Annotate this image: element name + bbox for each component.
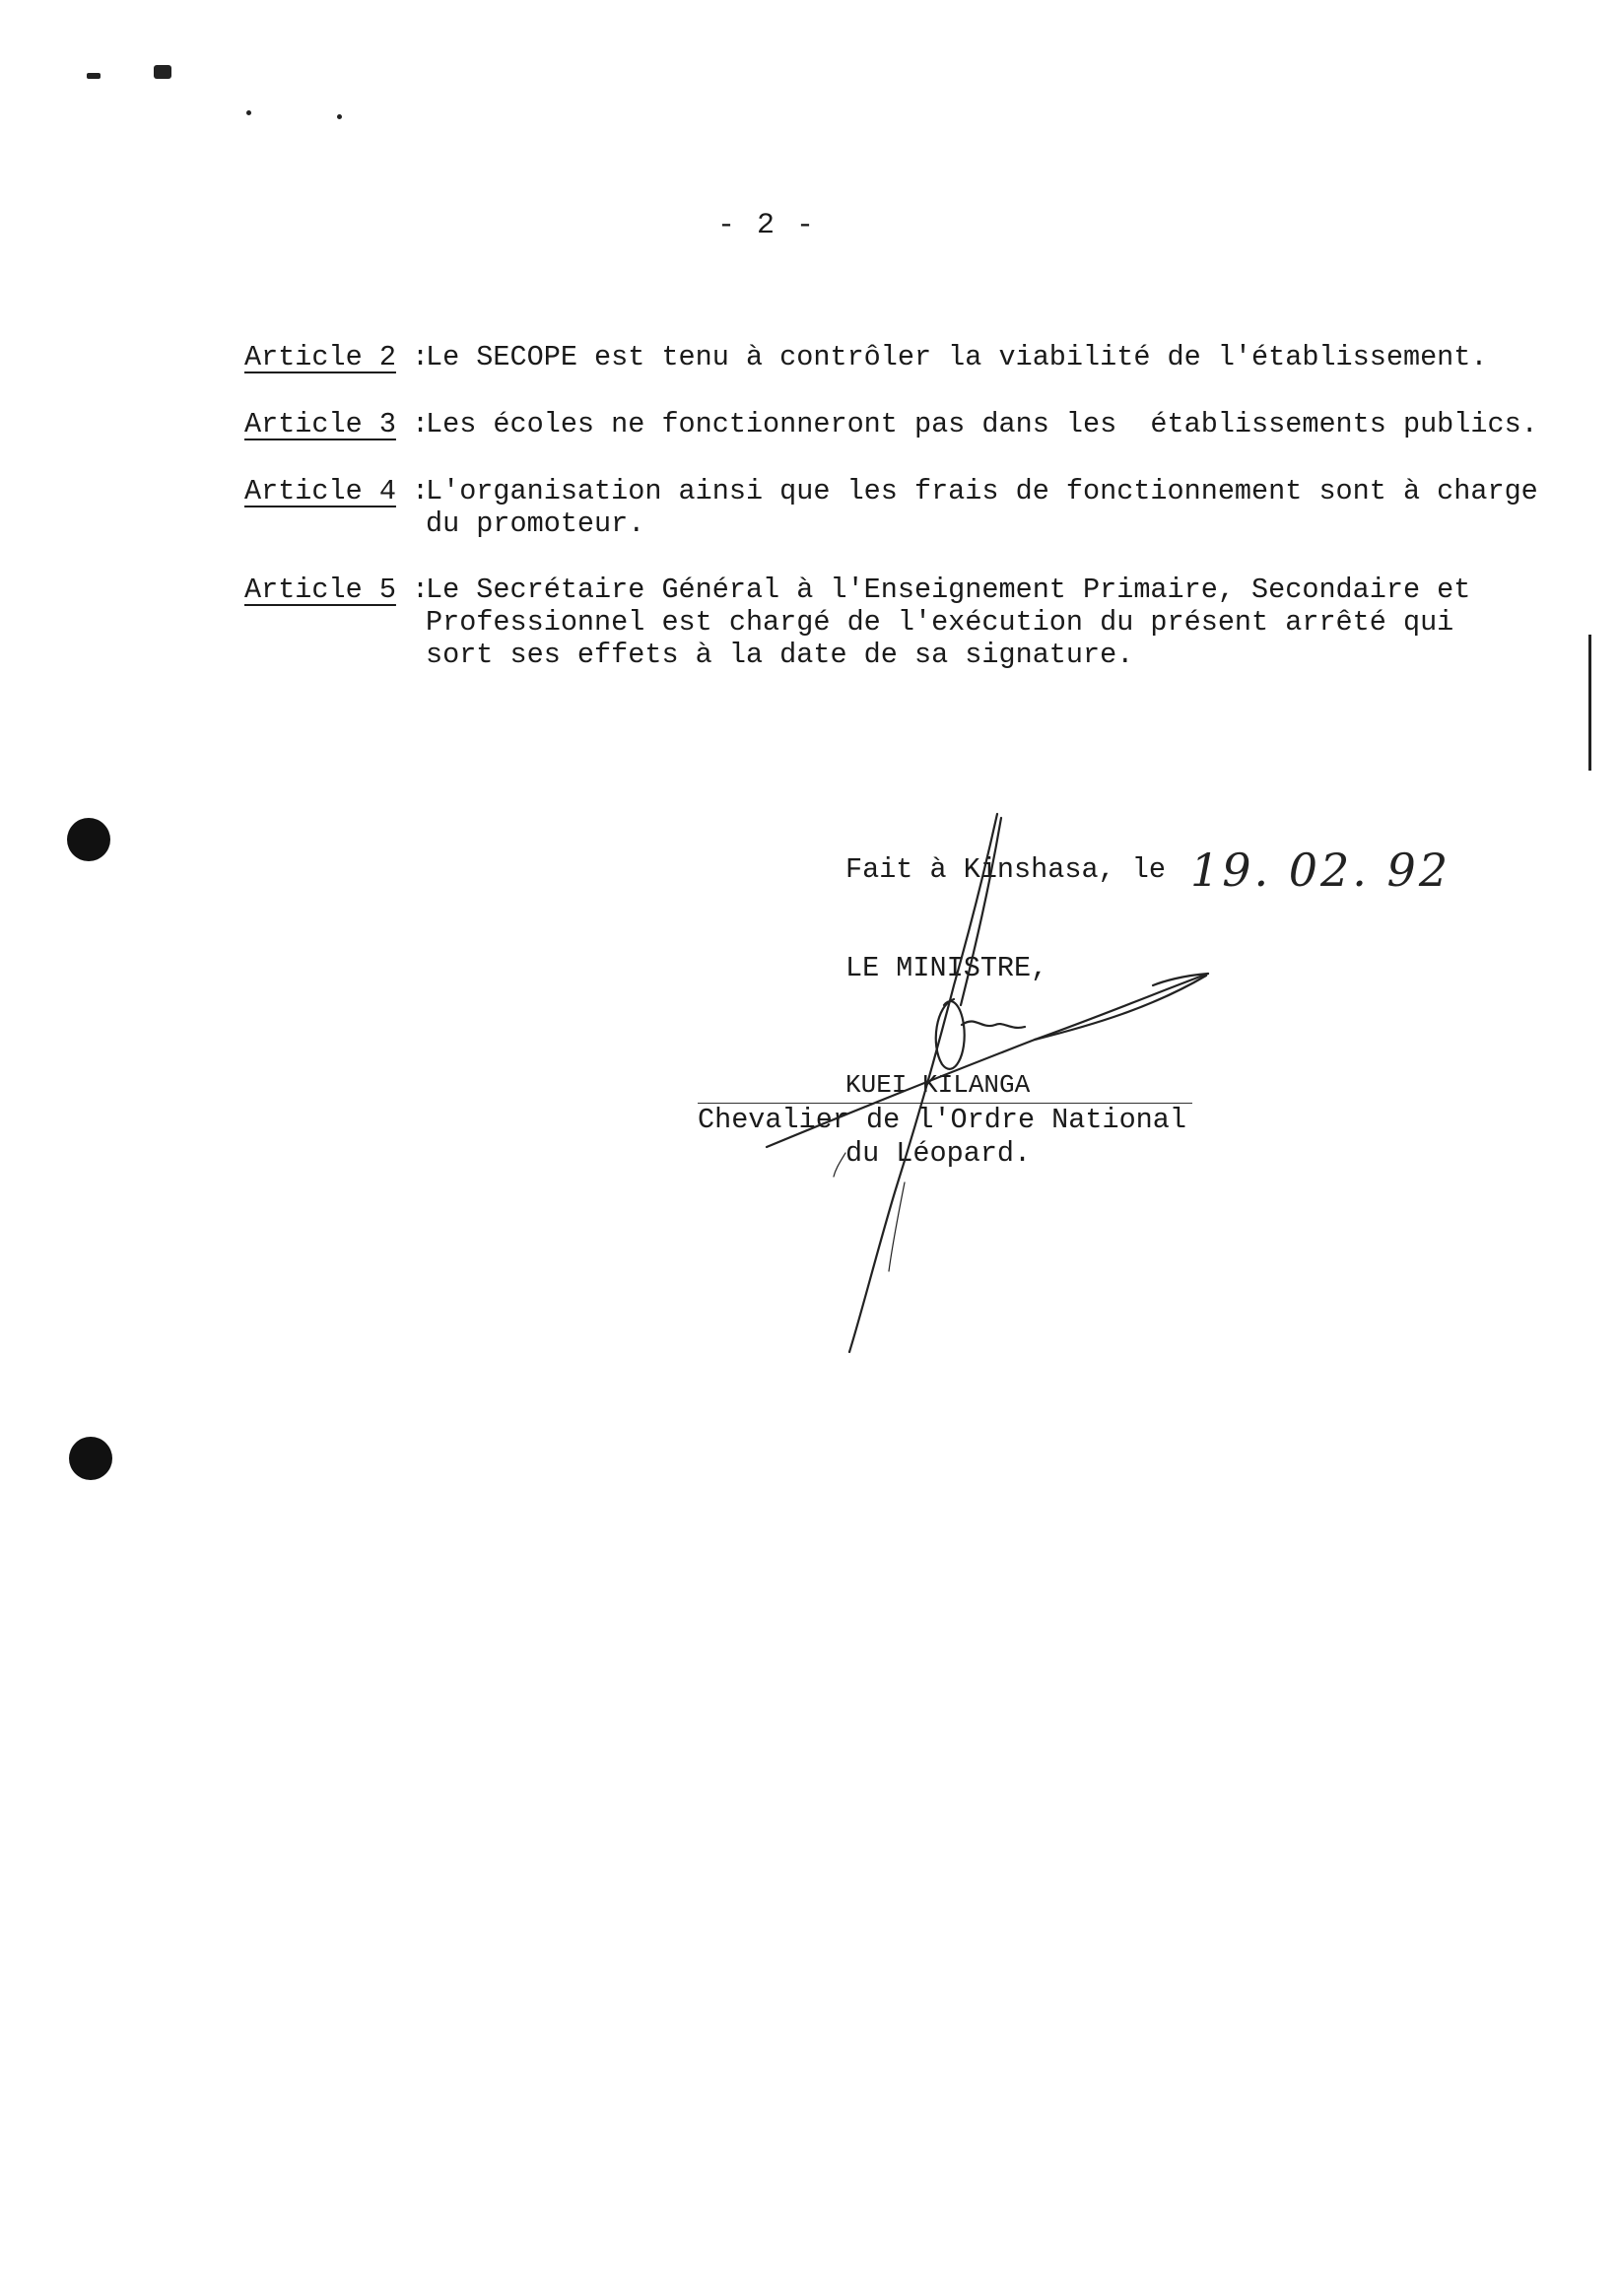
signatory-title-continued: du Léopard. [845, 1137, 1032, 1170]
place-line: Fait à Kinshasa, le [845, 853, 1166, 886]
signatory-name: KUEI KILANGA [845, 1070, 1031, 1100]
article-colon: : [412, 574, 430, 606]
article-text: Le SECOPE est tenu à contrôler la viabilité de l'établissement. [426, 341, 1488, 373]
article-label: Article 2 [244, 341, 396, 373]
handwritten-date: 19. 02. 92 [1190, 844, 1451, 897]
article-label: Article 4 [244, 475, 396, 507]
page-number: - 2 - [717, 209, 817, 242]
article-colon: : [412, 475, 430, 507]
article-text: Le Secrétaire Général à l'Enseignement Primaire, Secondaire et Professionnel est chargé de l'exécution du présent arrêté qui sort ses effets à la date de sa signature. [426, 574, 1471, 671]
signatory-title: Chevalier de l'Ordre National [698, 1104, 1186, 1136]
article-colon: : [412, 341, 430, 373]
article-label: Article 3 [244, 408, 396, 440]
article-text: Les écoles ne fonctionneront pas dans les établissements publics. [426, 408, 1538, 440]
article-colon: : [412, 408, 430, 440]
signatory-role: LE MINISTRE, [845, 952, 1048, 984]
article-label: Article 5 [244, 574, 396, 606]
article-text: L'organisation ainsi que les frais de fonctionnement sont à charge du promoteur. [426, 475, 1538, 540]
